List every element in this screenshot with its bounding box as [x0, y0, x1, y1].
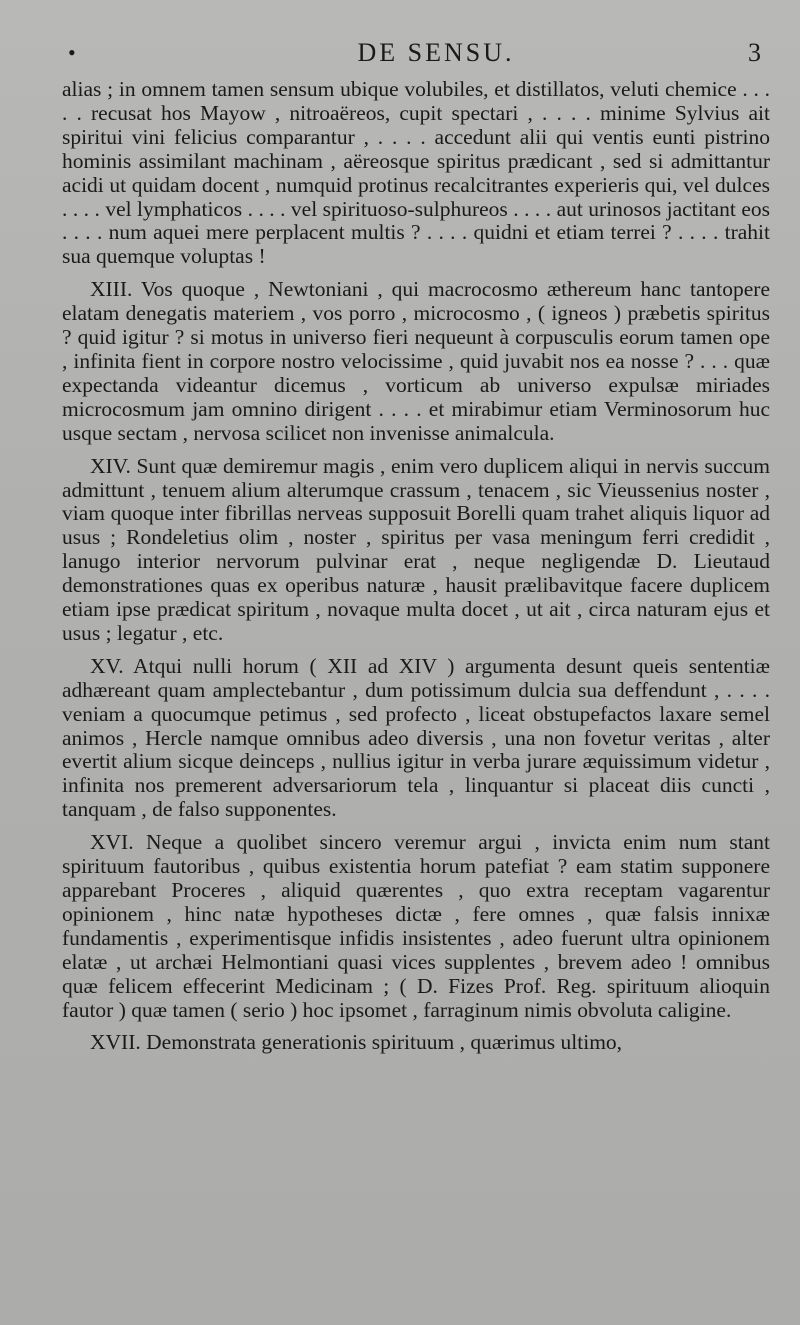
paragraph-xiv: XIV. Sunt quæ demiremur magis , enim vero duplicem aliqui in nervis succum admittunt , tenuem alium alterumque crassum , tenacem , sic Vieussenius noster , viam quoque inter fibrillas nerveas supposuit Borelli quam trahet aliquis liquor ad usus ; Rondeletius olim , noster , spiritus per vasa meningum ferri credidit , lanugo interior nervorum pulvinar erat , neque negligendæ D. Lieutaud demonstrationes quas ex operibus naturæ , hausit prælibavitque facere duplicem etiam ipse prædicat spiritum , novaque multa docet , ut ait , circa naturam ejus et usus ; legatur , etc.: [62, 453, 770, 645]
page-number: 3: [748, 38, 764, 67]
paragraph-xvi: XVI. Neque a quolibet sincero veremur argui , invicta enim num stant spirituum fautoribus , quibus existentia horum patefiat ? eam statim supponere apparebant Proceres , aliquid quærentes , quo extra receptam vagarentur opinionem , hinc natæ hypotheses dictæ , fere omnes , quæ falsis innixæ fundamentis , experimentisque infidis insistentes , adeo fuerunt ultra opinionem elatæ , ut archæi Helmontiani quasi vices supplentes , brevem adeo ! omnibus quæ felicem effecerint Medicinam ; ( D. Fizes Prof. Reg. spirituum alioquin fautor ) quæ tamen ( serio ) hoc ipsomet , farraginum nimis obvoluta caligine.: [62, 830, 770, 1022]
header-marker: •: [68, 40, 79, 65]
paragraph-xvii: XVII. Demonstrata generationis spirituum , quærimus ultimo,: [90, 1030, 623, 1055]
running-title: DE SENSU.: [357, 38, 515, 67]
paragraph-xv: XV. Atqui nulli horum ( XII ad XIV ) argumenta desunt queis sententiæ adhæreant quam amplectebantur , dum potissimum dulcia sua deffendunt , . . . . veniam a quocumque petimus , sed profecto , liceat obstupefactos laxare semel animos , Hercle namque omnibus adeo diversis , una non fovetur veritas , alter evertit alium sicque deinceps , nullius igitur in verba jurare æquissimum videtur , infinita nos premerent adversariorum tela , linquantur si placeat diis cuncti , tanquam , de falso supponentes.: [62, 653, 770, 822]
paragraph-xiii: XIII. Vos quoque , Newtoniani , qui macrocosmo æthereum hanc tantopere elatam denegatis materiem , vos porro , microcosmo , ( igneos ) præbetis spiritus ? quid igitur ? si motus in universo fieri nequeunt à corpusculis eorum tamen ope , infinita fient in corpore nostro velocissime , quid juvabit nos ea nosse ? . . . quæ expectanda videantur dicemus , vorticum ab universo expulsæ miriades microcosmum jam omnino dirigent . . . . et mirabimur etiam Verminosorum huc usque sectam , nervosa scilicet non invenisse animalcula.: [62, 277, 770, 445]
body-text: [62, 78, 770, 1055]
running-header: [62, 38, 770, 78]
paragraph-continued: alias ; in omnem tamen sensum ubique volubiles, et distillatos, veluti chemice . . . . . recusat hos Mayow , nitroaëreos, cupit spectari , . . . . minime Sylvius ait spiritui vini felicius comparantur , . . . . accedunt alii qui ventis eunti pistrino hominis assimilant machinam , aëreosque spiritus prædicant , sed si admittantur acidi ut quidam docent , numquid protinus recalcitrantes experieris qui, vel dulces . . . . vel lymphaticos . . . . vel spirituoso-sulphureos . . . . aut urinosos jactitant eos . . . . num aquei mere perplacent multis ? . . . . quidni et etiam terrei ? . . . . trahit sua quemque voluptas !: [62, 77, 770, 269]
